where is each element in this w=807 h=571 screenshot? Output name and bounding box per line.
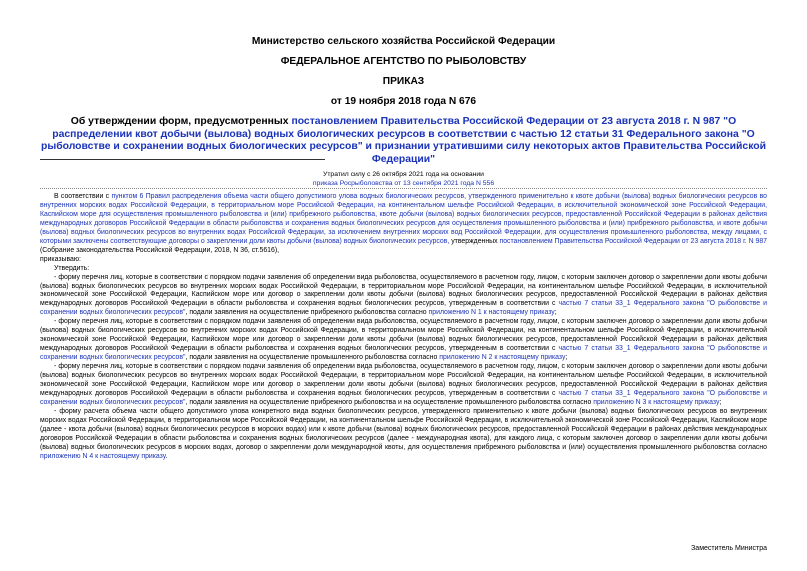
form-1-text-2: , подали заявления на осуществление прибрежного рыболовства согласно [185, 309, 429, 317]
document-date-number: от 19 ноября 2018 года N 676 [330, 96, 477, 107]
lost-force-line: Утратил силу с 26 октября 2021 года на основании [323, 171, 484, 178]
title-divider [40, 159, 325, 160]
agency-name: ФЕДЕРАЛЬНОЕ АГЕНТСТВО ПО РЫБОЛОВСТВУ [280, 56, 527, 67]
title-decree-link[interactable]: постановлением Правительства Российской Федерации от 23 августа 2018 г. N 987 "О распределении квот добычи (вылова) водных биологических ресурсов в соответствии с частью 12 статьи 31 Федерального закона "О рыболовстве и сохранении водных биологических ресурсов" и признании утратившими силу некоторых актов Правительства Российской Федерации" [40, 116, 767, 165]
form-3-law-link[interactable]: частью 7 статьи 33_1 Федерального закона "О рыболовстве и сохранении водных биологических ресурсов" [40, 389, 767, 406]
preamble-paragraph [40, 193, 767, 256]
document-body [40, 193, 767, 462]
decree-987-link[interactable]: постановлением Правительства Российской Федерации от 23 августа 2018 г. N 987 [499, 237, 767, 245]
form-item-1 [40, 274, 767, 319]
form-2-law-link[interactable]: частью 7 статьи 33_1 Федерального закона "О рыболовстве и сохранении водных биологических ресурсов" [40, 345, 767, 362]
appendix-2-link[interactable]: приложению N 2 к настоящему приказу [439, 354, 566, 362]
form-item-3 [40, 363, 767, 408]
lost-force-link-line [0, 179, 807, 188]
signature-line: Заместитель Министра [691, 545, 767, 552]
preamble-text-1: В соответствии с [54, 193, 112, 200]
form-4-text: - форму расчета объема части общего допустимого улова конкретного вида водных биологических ресурсов, утвержденного применительно к квоте добычи (вылова) водных биологических ресурсов во внутренних морских водах Российской Федерации, в территориальном море Российской Федерации, на континентальном шельфе Российской Федерации, в исключительной экономической зоне Российской Федерации, Каспийском море (далее - квота добычи (вылова) водных биологических ресурсов в морских водах) или к квоте добычи (вылова) водных биологических ресурсов, предоставленной Российской Федерации в районах действия международных договоров Российской Федерации в области рыболовства и сохранения водных биологических ресурсов (далее - международная квота), для каждого лица, с которым заключен договор о закреплении доли квоты добычи (вылова) водных биологических ресурсов в морских водах, договор о закреплении доли международной квоты, для осуществления прибрежного рыболовства и (или) осуществления промышленного рыболовства согласно [40, 407, 767, 451]
preamble-text-3: (Собрание законодательства Российской Федерации, 2018, N 36, ст.5616), [40, 246, 280, 254]
appendix-4-link[interactable]: приложению N 4 к настоящему приказу [40, 452, 166, 460]
form-2-text: - форму перечня лиц, которые в соответствии с порядком подачи заявления об определении вида рыболовства, осуществляемого в расчетном году, лицом, с которым заключен договор о закреплении доли квоты добычи (вылова) водных биологических ресурсов во внутренних морских водах Российской Федерации, в территориальном море Российской Федерации, на континентальном шельфе Российской Федерации, в исключительной экономической зоне Российской Федерации, Каспийском море или договор о закреплении доли квоты добычи (вылова) водных биологических ресурсов, предоставленной Российской Федерации в районах действия международных договоров Российской Федерации в области рыболовства и сохранения водных биологических ресурсов, утвержденным в соответствии с [40, 318, 767, 353]
preamble-text-2: утвержденных [449, 237, 500, 245]
approve-word: Утвердить: [54, 264, 90, 272]
form-2-text-2: , подали заявления на осуществление промышленного рыболовства согласно [185, 354, 440, 362]
form-1-text: - форму перечня лиц, которые в соответствии с порядком подачи заявления об определении вида рыболовства, осуществляемого в расчетном году, лицом, с которым заключен договор о закреплении доли квоты добычи (вылова) водных биологических ресурсов во внутренних морских водах Российской Федерации, в территориальном море Российской Федерации, на континентальном шельфе Российской Федерации, в исключительной экономической зоне Российской Федерации, Каспийском море или договор о закреплении доли квоты добычи (вылова) водных биологических ресурсов, предоставленной Российской Федерации в районах действия международных договоров Российской Федерации в области рыболовства и сохранения водных биологических ресурсов, утвержденным в соответствии с [40, 273, 767, 308]
form-1-law-link[interactable]: частью 7 статьи 33_1 Федерального закона "О рыболовстве и сохранении водных биологических ресурсов" [40, 300, 767, 317]
order-word: приказываю: [40, 255, 81, 263]
appendix-3-link[interactable]: приложению N 3 к настоящему приказу [593, 398, 720, 406]
form-item-2 [40, 318, 767, 363]
appendix-1-link[interactable]: приложению N 1 к настоящему приказу [428, 309, 555, 317]
form-2-end: ; [565, 354, 568, 362]
title-prefix: Об утверждении форм, предусмотренных [70, 116, 292, 127]
lost-force-order-link[interactable]: приказа Росрыболовства от 13 сентября 2021 года N 556 [312, 180, 495, 187]
form-3-end: ; [719, 398, 722, 406]
section-divider [40, 188, 767, 189]
form-4-end: . [165, 452, 168, 460]
form-1-end: ; [554, 309, 557, 317]
rules-point6-link[interactable]: пунктом 6 Правил распределения объема части общего допустимого улова водных биологических ресурсов, утвержденного применительно к квоте добычи (вылова) водных биологических ресурсов во внутренних морских водах Российской Федерации, в территориальном море Российской Федерации, на континентальном шельфе Российской Федерации, в исключительной экономической зоне Российской Федерации, Каспийском море для осуществления промышленного рыболовства и (или) прибрежного рыболовства, квоте добычи (вылова) водных биологических ресурсов, предоставленной Российской Федерации в районах действия международных договоров Российской Федерации в области рыболовства и сохранения водных биологических ресурсов для осуществления промышленного рыболовства и (или) прибрежного рыболовства, и квоте добычи (вылова) водных биологических ресурсов во внутренних водах Российской Федерации, за исключением внутренних морских вод Российской Федерации, для осуществления промышленного рыболовства, между лицами, с которыми заключены соответствующие договоры о закреплении доли квоты добычи (вылова) водных биологических ресурсов, [40, 193, 768, 245]
form-item-4 [40, 408, 767, 462]
ministry-name: Министерство сельского хозяйства Российской Федерации [251, 36, 556, 47]
form-3-text-2: , подали заявления на осуществление прибрежного рыболовства и на осуществление промышленного рыболовства согласно [185, 398, 594, 406]
document-type: ПРИКАЗ [382, 76, 425, 87]
form-3-text: - форму перечня лиц, которые в соответствии с порядком подачи заявления об определении вида рыболовства, осуществляемого в расчетном году, лицом, с которым заключен договор о закреплении доли квоты добычи (вылова) водных биологических ресурсов во внутренних морских водах Российской Федерации, в территориальном море Российской Федерации, на континентальном шельфе Российской Федерации, в исключительной экономической зоне Российской Федерации, Каспийском море или договор о закреплении доли квоты добычи (вылова) водных биологических ресурсов, предоставленной Российской Федерации в районах действия международных договоров Российской Федерации в области рыболовства и сохранения водных биологических ресурсов, утвержденным в соответствии с [40, 363, 767, 397]
